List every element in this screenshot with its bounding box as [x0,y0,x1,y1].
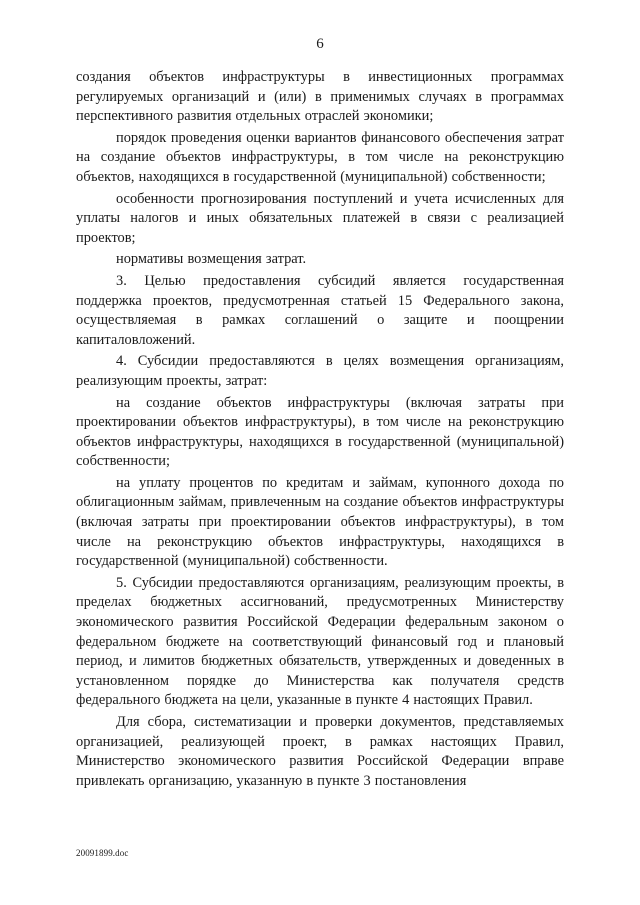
paragraph-4: нормативы возмещения затрат. [116,251,307,268]
paragraph-1: создания объектов инфраструктуры в инвестиционных программах регулируемых организаций и (или) в применимых случаях в программах перспективного развития отдельных отраслей экономики; [76,69,564,125]
file-name-footer: 20091899.doc [76,848,129,858]
paragraph-10: Для сбора, систематизации и проверки документов, представляемых организацией, реализующей проект, в рамках настоящих Правил, Министерство экономического развития Российской Федерации вправе привлекать организацию, указанную в пункте 3 постановления [76,714,564,789]
paragraph-8: на уплату процентов по кредитам и займам, купонного дохода по облигационным займам, привлеченным на создание объектов инфраструктуры (включая затраты при проектировании объектов инфраструктуры), в том числе на реконструкцию объектов инфраструктуры, находящихся в государственной (муниципальной) собственности. [76,474,564,570]
paragraph-7: на создание объектов инфраструктуры (включая затраты при проектировании объектов инфраструктуры), в том числе на реконструкцию объектов инфраструктуры, находящихся в государственной (муниципальной) собственности; [76,394,564,470]
paragraph-2: порядок проведения оценки вариантов финансового обеспечения затрат на создание объектов инфраструктуры, в том числе на реконструкцию объектов, находящихся в государственной (муниципальной) собственности; [76,129,564,185]
page-number: 6 [316,36,324,52]
paragraph-3: особенности прогнозирования поступлений и учета исчисленных для уплаты налогов и иных обязательных платежей в связи с реализацией проектов; [76,190,564,246]
paragraph-9: 5. Субсидии предоставляются организациям, реализующим проекты, в пределах бюджетных ассигнований, предусмотренных Министерству экономического развития Российской Федерации федеральным законом о федеральном бюджете на соответствующий финансовый год и плановый период, и лимитов бюджетных обязательств, утвержденных и доведенных в установленном порядке до Министерства как получателя средств федерального бюджета на цели, указанные в пункте 4 настоящих Правил. [76,574,564,709]
document-body [76,68,564,791]
paragraph-6: 4. Субсидии предоставляются в целях возмещения организациям, реализующим проекты, затрат: [76,353,564,389]
paragraph-5: 3. Целью предоставления субсидий является государственная поддержка проектов, предусмотренная статьей 15 Федерального закона, осуществляемая в рамках соглашений о защите и поощрении капиталовложений. [76,272,564,348]
